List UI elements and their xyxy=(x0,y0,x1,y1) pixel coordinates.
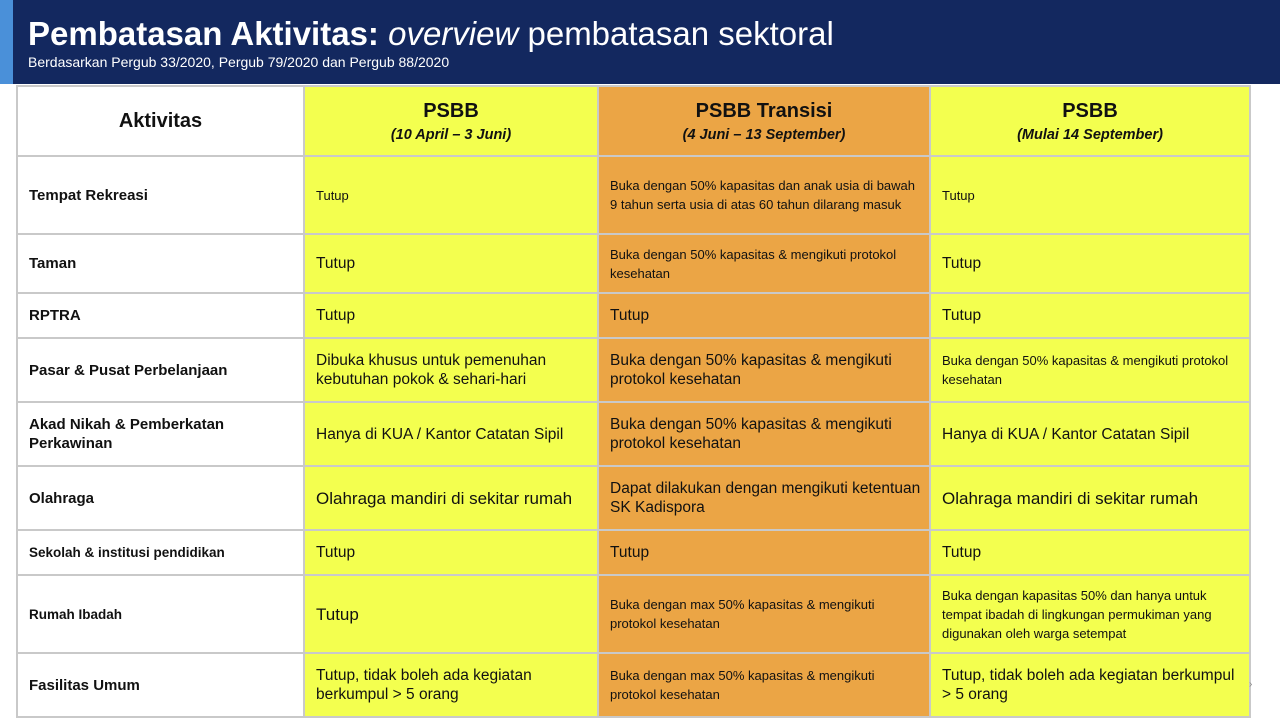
activity-cell: RPTRA xyxy=(17,293,304,338)
psbb-1-cell: Tutup xyxy=(304,293,598,338)
psbb-1-cell: Dibuka khusus untuk pemenuhan kebutuhan pokok & sehari-hari xyxy=(304,338,598,402)
table-row xyxy=(17,402,1250,466)
psbb-1-cell: Olahraga mandiri di sekitar rumah xyxy=(304,466,598,530)
psbb-2-cell: Tutup xyxy=(930,234,1250,293)
psbb-2-cell: Tutup xyxy=(930,293,1250,338)
table-row xyxy=(17,466,1250,530)
activity-cell: Tempat Rekreasi xyxy=(17,156,304,234)
activity-cell: Taman xyxy=(17,234,304,293)
psbb-1-cell: Tutup xyxy=(304,530,598,575)
psbb-transisi-cell: Tutup xyxy=(598,293,930,338)
psbb-1-cell: Tutup, tidak boleh ada kegiatan berkumpul > 5 orang xyxy=(304,653,598,717)
slide-subtitle: Berdasarkan Pergub 33/2020, Pergub 79/2020 dan Pergub 88/2020 xyxy=(28,54,450,70)
title-italic: overview xyxy=(388,15,519,52)
column-header-psbb-transisi xyxy=(598,86,930,156)
table-row xyxy=(17,653,1250,717)
activity-cell: Akad Nikah & Pemberkatan Perkawinan xyxy=(17,402,304,466)
column-header-label: PSBB xyxy=(423,99,479,122)
chevron-right-icon: › xyxy=(1249,679,1253,690)
activity-cell: Rumah Ibadah xyxy=(17,575,304,653)
psbb-transisi-cell: Buka dengan 50% kapasitas & mengikuti protokol kesehatan xyxy=(598,338,930,402)
table-row xyxy=(17,575,1250,653)
psbb-transisi-cell: Tutup xyxy=(598,530,930,575)
psbb-transisi-cell: Dapat dilakukan dengan mengikuti ketentuan SK Kadispora xyxy=(598,466,930,530)
column-header-label: PSBB Transisi xyxy=(695,99,833,122)
column-header-period: (10 April – 3 Juni) xyxy=(390,126,512,143)
psbb-2-cell: Olahraga mandiri di sekitar rumah xyxy=(930,466,1250,530)
psbb-1-cell: Tutup xyxy=(304,156,598,234)
slide-title xyxy=(28,14,834,54)
restriction-table xyxy=(16,85,1251,718)
psbb-transisi-cell: Buka dengan max 50% kapasitas & mengikuti protokol kesehatan xyxy=(598,653,930,717)
column-header-period: (Mulai 14 September) xyxy=(1017,126,1163,143)
table-row xyxy=(17,530,1250,575)
psbb-2-cell: Tutup, tidak boleh ada kegiatan berkumpul > 5 orang xyxy=(930,653,1250,717)
psbb-1-cell: Tutup xyxy=(304,575,598,653)
column-header-psbb-1 xyxy=(304,86,598,156)
psbb-transisi-cell: Buka dengan 50% kapasitas & mengikuti protokol kesehatan xyxy=(598,234,930,293)
column-header-period: (4 Juni – 13 September) xyxy=(682,126,846,143)
psbb-transisi-cell: Buka dengan 50% kapasitas dan anak usia di bawah 9 tahun serta usia di atas 60 tahun dilarang masuk xyxy=(598,156,930,234)
table-header-row xyxy=(17,86,1250,156)
column-header-psbb-2 xyxy=(930,86,1250,156)
activity-cell: Sekolah & institusi pendidikan xyxy=(17,530,304,575)
psbb-2-cell: Tutup xyxy=(930,156,1250,234)
psbb-2-cell: Buka dengan 50% kapasitas & mengikuti protokol kesehatan xyxy=(930,338,1250,402)
column-header-aktivitas: Aktivitas xyxy=(17,86,304,156)
header-accent-bar xyxy=(0,0,13,84)
activity-cell: Pasar & Pusat Perbelanjaan xyxy=(17,338,304,402)
slide-header xyxy=(0,0,1280,84)
activity-cell: Olahraga xyxy=(17,466,304,530)
table-row xyxy=(17,234,1250,293)
title-bold: Pembatasan Aktivitas: xyxy=(28,15,379,52)
table-row xyxy=(17,338,1250,402)
psbb-2-cell: Tutup xyxy=(930,530,1250,575)
psbb-1-cell: Hanya di KUA / Kantor Catatan Sipil xyxy=(304,402,598,466)
psbb-2-cell: Buka dengan kapasitas 50% dan hanya untuk tempat ibadah di lingkungan permukiman yang digunakan oleh warga setempat xyxy=(930,575,1250,653)
psbb-2-cell: Hanya di KUA / Kantor Catatan Sipil xyxy=(930,402,1250,466)
title-rest: pembatasan sektoral xyxy=(527,15,834,52)
psbb-1-cell: Tutup xyxy=(304,234,598,293)
column-header-label: PSBB xyxy=(1062,99,1118,122)
table-row xyxy=(17,156,1250,234)
activity-cell: Fasilitas Umum xyxy=(17,653,304,717)
psbb-transisi-cell: Buka dengan max 50% kapasitas & mengikuti protokol kesehatan xyxy=(598,575,930,653)
table-row xyxy=(17,293,1250,338)
psbb-transisi-cell: Buka dengan 50% kapasitas & mengikuti protokol kesehatan xyxy=(598,402,930,466)
